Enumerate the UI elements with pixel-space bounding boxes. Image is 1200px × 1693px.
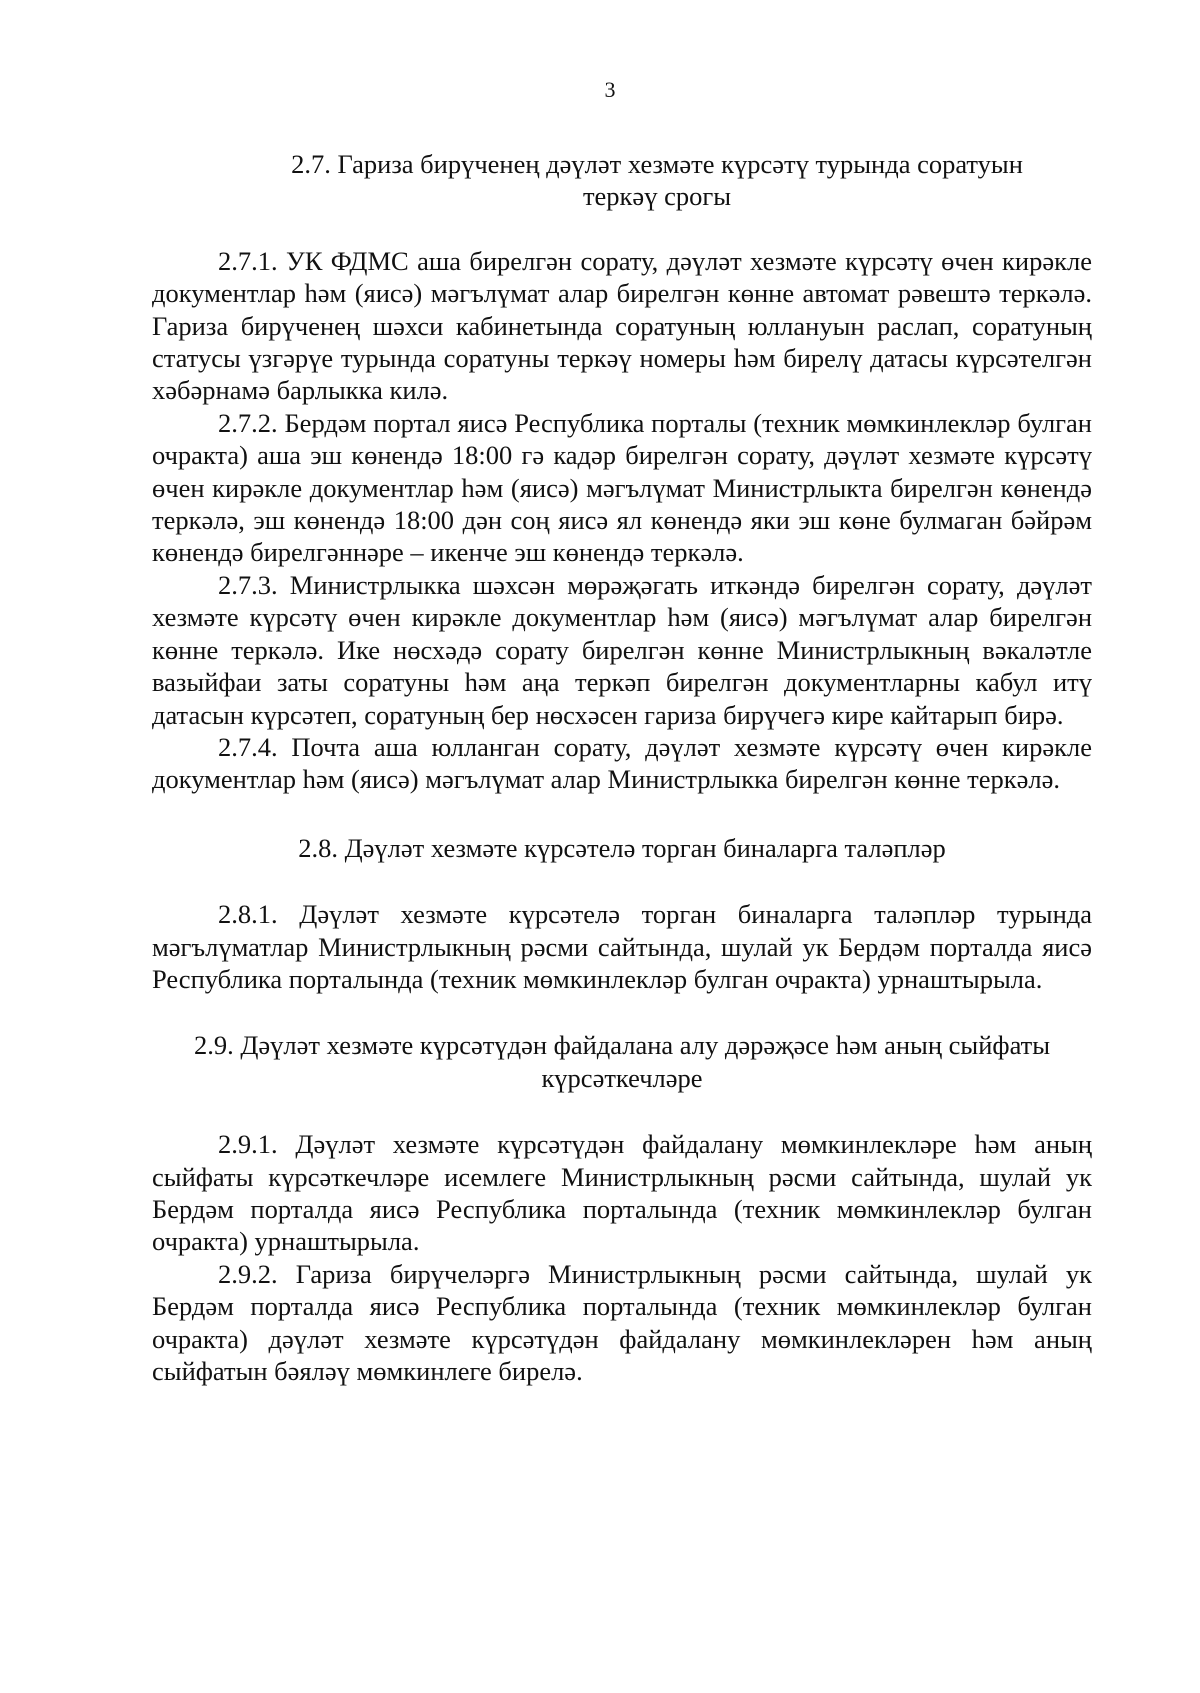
- paragraph-2-9-2: 2.9.2. Гариза бирүчеләргә Министрлыкның рәсми сайтында, шулай ук Бердәм порталда яисә Республика порталында (техник мөмкинлекләр булган очракта) дәүләт хезмәте күрсәтүдән файдалану мөмкинлекләрен һәм аның сыйфатын бәяләү мөмкинлеге бирелә.: [152, 1258, 1092, 1386]
- paragraph-2-7-4: 2.7.4. Почта аша юлланган сорату, дәүләт хезмәте күрсәтү өчен кирәкле документлар һәм (яисә) мәгълүмат алар Министрлыкка бирелгән көнне теркәлә.: [152, 731, 1092, 795]
- section-heading-2-9: 2.9. Дәүләт хезмәте күрсәтүдән файдалана алу дәрәҗәсе һәм аның сыйфаты күрсәткечләре: [193, 1030, 1051, 1093]
- page-number: 3: [604, 77, 616, 102]
- paragraph-2-7-1: 2.7.1. УК ФДМС аша бирелгән сорату, дәүләт хезмәте күрсәтү өчен кирәкле документлар һәм (яисә) мәгълүмат алар бирелгән көнне автомат рәвештә теркәлә. Гариза бирүченең шәхси кабинетында соратуның юллануын раслап, соратуның статусы үзгәрүе турында соратуны теркәү номеры һәм бирелү датасы күрсәтелгән хәбәрнамә барлыкка килә.: [152, 245, 1092, 406]
- document-body: [152, 148, 1092, 1387]
- paragraph-2-7-3: 2.7.3. Министрлыкка шәхсән мөрәҗәгать иткәндә бирелгән сорату, дәүләт хезмәте күрсәтү өчен кирәкле документлар һәм (яисә) мәгълүмат алар бирелгән көнне теркәлә. Ике нөсхәдә сорату бирелгән көнне Министрлыкның вәкаләтле вазыйфаи заты соратуны һәм аңа теркәп бирелгән документларны кабул итү датасын күрсәтеп, соратуның бер нөсхәсен гариза бирүчегә кире кайтарып бирә.: [152, 569, 1092, 730]
- section-heading-2-8: 2.8. Дәүләт хезмәте күрсәтелә торган биналарга таләпләр: [298, 832, 946, 863]
- section-heading-2-7: 2.7. Гариза бирүченең дәүләт хезмәте күрсәтү турында соратуын теркәү срогы: [291, 149, 1023, 212]
- paragraph-2-8-1: 2.8.1. Дәүләт хезмәте күрсәтелә торган биналарга таләпләр турында мәгълүматлар Министрлыкның рәсми сайтында, шулай ук Бердәм порталда яисә Республика порталында (техник мөмкинлекләр булган очракта) урнаштырыла.: [152, 899, 1092, 994]
- paragraph-2-9-1: 2.9.1. Дәүләт хезмәте күрсәтүдән файдалану мөмкинлекләре һәм аның сыйфаты күрсәткечләре исемлеге Министрлыкның рәсми сайтында, шулай ук Бердәм порталда яисә Республика порталында (техник мөмкинлекләр булган очракта) урнаштырыла.: [152, 1129, 1092, 1257]
- paragraph-2-7-2: 2.7.2. Бердәм портал яисә Республика порталы (техник мөмкинлекләр булган очракта) аша эш көнендә 18:00 гә кадәр бирелгән сорату, дәүләт хезмәте күрсәтү өчен кирәкле документлар һәм (яисә) мәгълүмат Министрлыкта бирелгән көнендә теркәлә, эш көнендә 18:00 дән соң яисә ял көнендә яки эш көне булмаган бәйрәм көнендә бирелгәннәре – икенче эш көнендә теркәлә.: [152, 407, 1092, 568]
